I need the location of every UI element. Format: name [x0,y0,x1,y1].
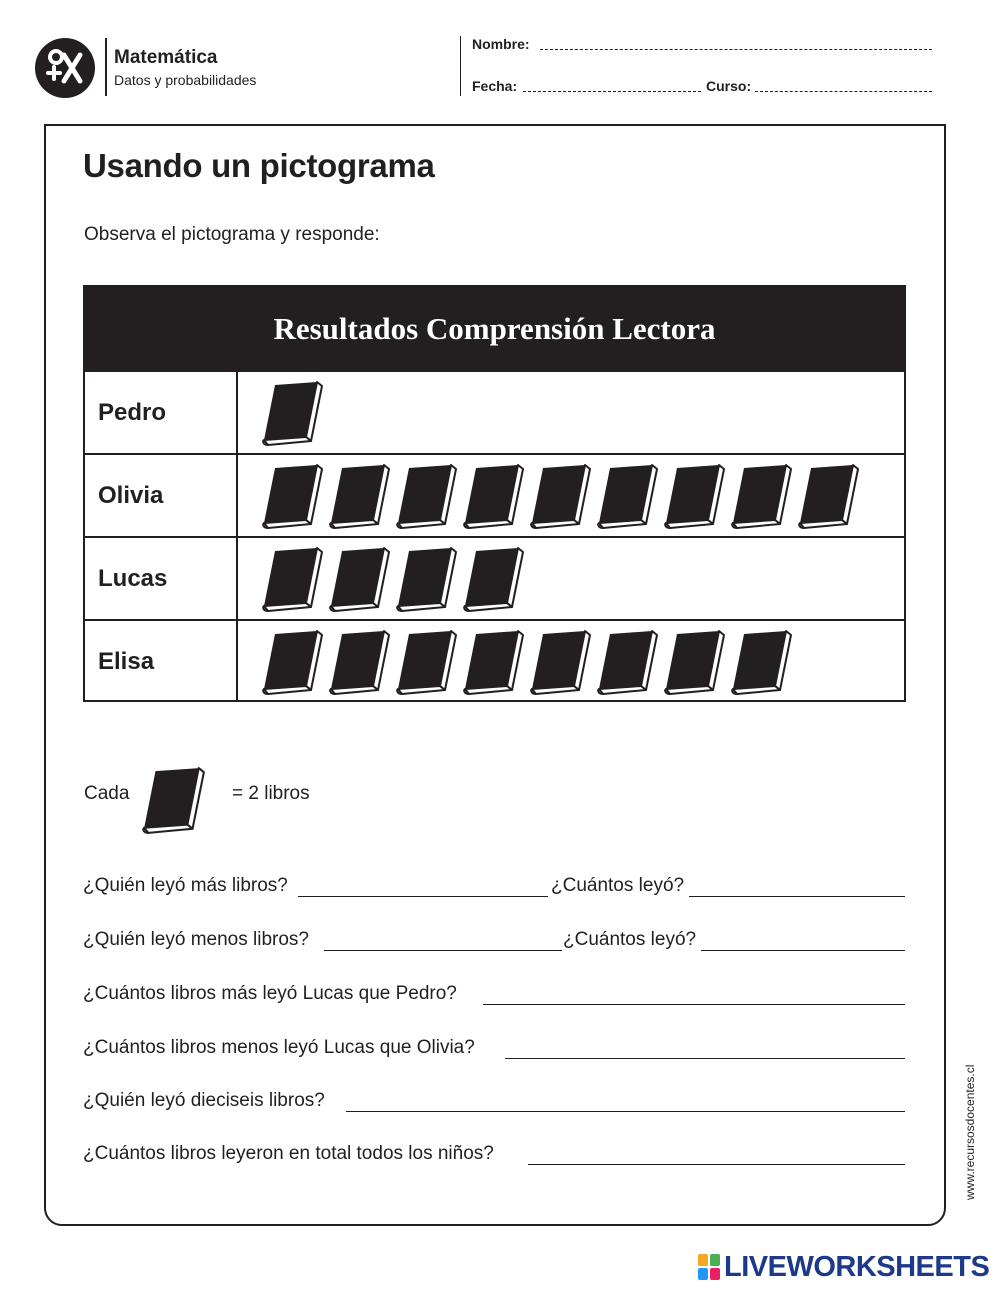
question-1: ¿Quién leyó más libros? [83,875,288,896]
column-divider [236,372,238,453]
liveworksheets-brand [698,1250,989,1284]
row-icons [259,628,794,698]
pictogram-row [85,370,904,453]
source-url: www.recursosdocentes.cl [963,1064,977,1200]
book-icon [460,545,526,615]
answer-field[interactable] [483,1004,905,1005]
book-icon [661,462,727,532]
book-icon [594,462,660,532]
book-icon [728,628,794,698]
question-3: ¿Cuántos libros más leyó Lucas que Pedro? [83,983,457,1004]
question-1-follow: ¿Cuántos leyó? [551,875,685,896]
answer-field[interactable] [324,950,562,951]
book-icon [594,628,660,698]
pictogram-title: Resultados Comprensión Lectora [273,311,716,346]
book-icon [326,462,392,532]
answer-field[interactable] [346,1111,905,1112]
key-prefix: Cada [84,783,130,804]
brand-logo-icon [698,1254,720,1280]
book-icon [259,628,325,698]
pictogram-row [85,536,904,619]
subject-title: Matemática [114,47,218,68]
publisher-logo [34,37,96,99]
answer-field[interactable] [298,896,548,897]
row-icons [259,545,526,615]
question-2-follow: ¿Cuántos leyó? [563,929,697,950]
book-icon [393,462,459,532]
book-icon [259,545,325,615]
pictogram-row [85,619,904,702]
book-icon [795,462,861,532]
column-divider [236,455,238,536]
answer-field[interactable] [689,896,905,897]
course-label: Curso: [706,78,752,94]
book-icon [460,462,526,532]
book-icon [259,379,325,449]
book-icon [527,462,593,532]
row-icons [259,379,325,449]
key-value: = 2 libros [232,783,310,804]
worksheet-title: Usando un pictograma [83,147,435,184]
name-field[interactable] [540,49,932,50]
form-divider [460,36,461,96]
pictogram-row [85,453,904,536]
course-field[interactable] [755,91,932,92]
answer-field[interactable] [701,950,905,951]
question-5: ¿Quién leyó dieciseis libros? [83,1090,325,1111]
answer-field[interactable] [505,1058,905,1059]
header-divider [105,38,107,96]
row-label: Olivia [98,482,164,509]
book-icon [527,628,593,698]
name-label: Nombre: [472,36,530,52]
instruction-text: Observa el pictograma y responde: [84,224,380,245]
book-icon [460,628,526,698]
row-label: Pedro [98,399,167,426]
book-icon [134,765,212,837]
book-icon [393,628,459,698]
date-field[interactable] [523,91,701,92]
subject-strand: Datos y probabilidades [114,72,257,88]
book-icon [728,462,794,532]
column-divider [236,621,238,702]
book-icon [393,545,459,615]
question-4: ¿Cuántos libros menos leyó Lucas que Olivia? [83,1037,475,1058]
brand-name: LIVEWORKSHEETS [724,1250,990,1283]
question-6: ¿Cuántos libros leyeron en total todos los niños? [83,1143,494,1164]
answer-field[interactable] [528,1164,905,1165]
date-label: Fecha: [472,78,518,94]
book-icon [259,462,325,532]
row-label: Elisa [98,648,155,675]
book-icon [326,628,392,698]
book-icon [661,628,727,698]
book-icon [326,545,392,615]
question-2: ¿Quién leyó menos libros? [83,929,309,950]
column-divider [236,538,238,619]
row-icons [259,462,861,532]
row-label: Lucas [98,565,168,592]
pictogram-table [83,285,906,702]
